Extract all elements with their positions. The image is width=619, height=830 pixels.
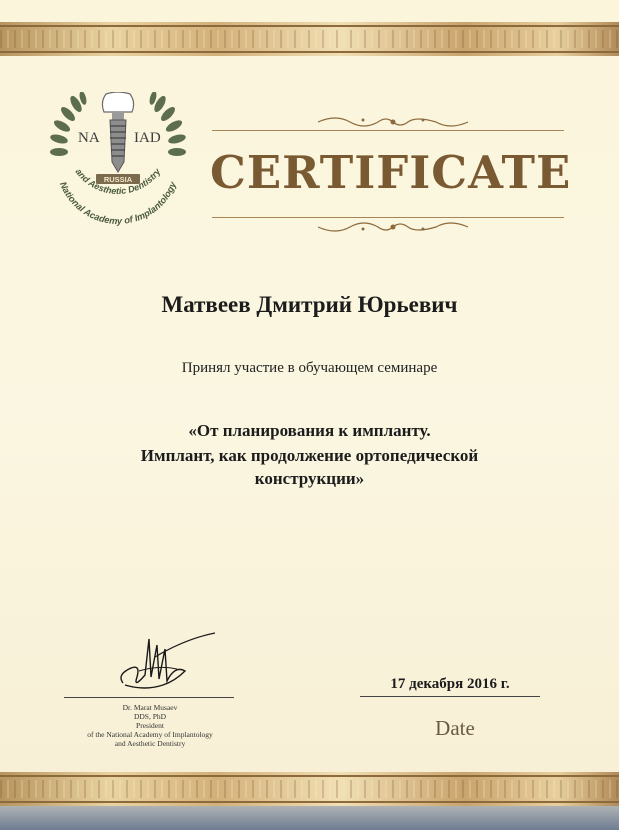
svg-text:National Academy of Implantolo: National Academy of Implantology <box>57 180 179 227</box>
flourish-ornament-bottom-icon <box>318 219 468 235</box>
course-title-line: Имплант, как продолжение ортопедической <box>140 446 479 465</box>
signatory-organization: of the National Academy of Implantology <box>87 730 213 739</box>
title-rule-bottom <box>212 217 564 218</box>
signatory-position: President <box>136 721 164 730</box>
svg-text:RUSSIA: RUSSIA <box>103 175 133 184</box>
course-title-line: конструкции» <box>254 469 365 488</box>
issue-date: 17 декабря 2016 г. <box>390 676 510 692</box>
svg-text:and Aesthetic Dentistry: and Aesthetic Dentistry <box>73 166 163 197</box>
handwritten-signature <box>115 625 220 695</box>
signatory-degree: DDS, PhD <box>133 712 167 721</box>
flourish-ornament-top-icon <box>318 114 468 130</box>
tooth-implant-icon <box>102 92 133 172</box>
signatory-name: Dr. Marat Musaev <box>122 703 178 712</box>
ornamental-border-bottom <box>0 772 619 806</box>
signatory-organization-cont: and Aesthetic Dentistry <box>114 739 186 748</box>
page-edge-bottom <box>0 806 619 830</box>
laurel-wreath-left-icon <box>49 92 87 156</box>
svg-text:IAD: IAD <box>134 130 161 146</box>
date-line <box>360 696 540 697</box>
ornamental-border-top <box>0 22 619 56</box>
certificate-title: CERTIFICATE <box>210 146 572 199</box>
naiad-logo <box>48 92 188 242</box>
participation-text: Принял участие в обучающем семинаре <box>181 360 438 376</box>
date-label: Date <box>435 716 475 740</box>
signatory-block <box>60 703 240 748</box>
recipient-name: Матвеев Дмитрий Юрьевич <box>161 292 458 317</box>
laurel-wreath-right-icon <box>148 92 186 156</box>
title-rule-top <box>212 130 564 131</box>
svg-text:NA: NA <box>78 130 100 146</box>
course-title-line: «От планирования к импланту. <box>188 421 431 440</box>
signature-line <box>64 697 234 698</box>
